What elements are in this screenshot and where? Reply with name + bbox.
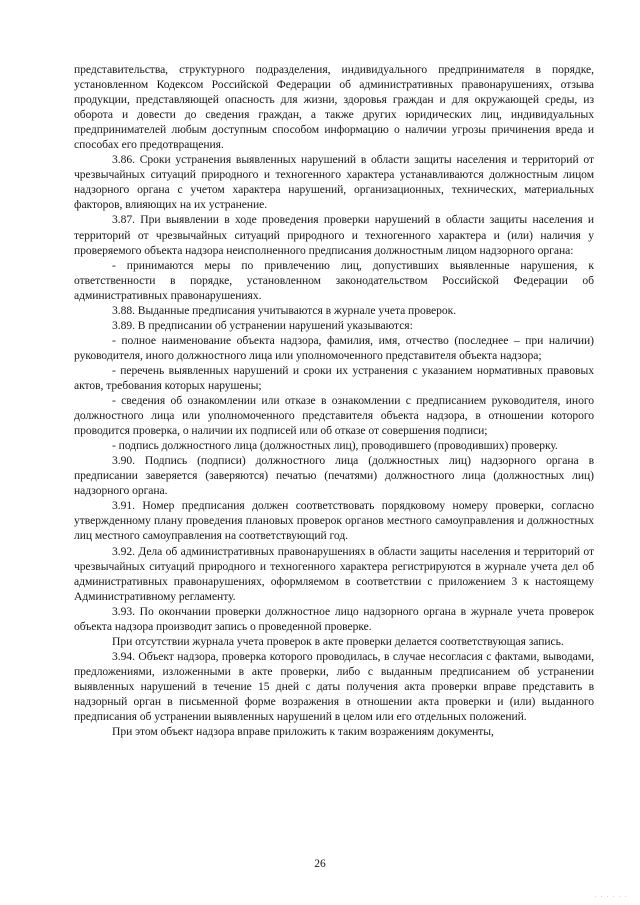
paragraph: 3.91. Номер предписания должен соответствовать порядковому номеру проверки, согласно утвержденному плану проведения плановых проверок органов местного самоуправления и должностных лиц местного самоуправления на соответствующий год. <box>74 499 594 543</box>
paragraph: 3.94. Объект надзора, проверка которого проводилась, в случае несогласия с фактами, выводами, предложениями, изложенными в акте проверки, либо с выданным предписанием об устранении выявленных нарушений в течение 15 дней с даты получения акта проверки вправе представить в надзорный орган в письменной форме возражения в отношении акта проверки и (или) выданного предписания об устранении выявленных нарушений в целом или его отдельных положений. <box>74 649 594 724</box>
paragraph: - сведения об ознакомлении или отказе в ознакомлении с предписанием руководителя, иного должностного лица или уполномоченного представителя объекта надзора, в отношении которого проводится проверка, о наличии их подписей или об отказе от совершения подписи; <box>74 394 594 438</box>
paragraph: 3.93. По окончании проверки должностное лицо надзорного органа в журнале учета проверок объекта надзора производит запись о проведенной проверке. <box>74 604 594 633</box>
document-body <box>74 62 594 739</box>
paragraph: При отсутствии журнала учета проверок в акте проверки делается соответствующая запись. <box>112 634 564 648</box>
paragraph: - принимаются меры по привлечению лиц, допустивших выявленные нарушения, к ответственности в порядке, установленном законодательством Российской Федерации об административных правонарушениях. <box>74 258 594 302</box>
paragraph: - подпись должностного лица (должностных лиц), проводившего (проводивших) проверку. <box>112 439 558 453</box>
paragraph: При этом объект надзора вправе приложить к таким возражениям документы, <box>112 725 494 739</box>
paragraph: 3.87. При выявлении в ходе проведения проверки нарушений в области защиты населения и территорий от чрезвычайных ситуаций природного и техногенного характера и (или) наличия у проверяемого объекта надзора неисполненного предписания должностным лицом надзорного органа: <box>74 213 594 257</box>
paragraph: 3.92. Дела об административных правонарушениях в области защиты населения и территорий от чрезвычайных ситуаций природного и техногенного характера регистрируются в журнале учета дел об административных правонарушениях, оформляемом в соответствии с приложением 3 к настоящему Административному регламенту. <box>74 544 594 603</box>
scan-artifact: · · · · · · <box>594 893 628 901</box>
paragraph: представительства, структурного подразделения, индивидуального предпринимателя в порядке, установленном Кодексом Российской Федерации об административных правонарушениях, отзыва продукции, представляющей опасность для жизни, здоровья граждан и для окружающей среды, из оборота и довести до сведения граждан, а также других юридических лиц, индивидуальных предпринимателей любым доступным способом информацию о наличии угрозы причинения вреда и способах его предотвращения. <box>74 63 594 152</box>
paragraph: 3.88. Выданные предписания учитываются в журнале учета проверок. <box>112 303 457 317</box>
paragraph: 3.89. В предписании об устранении нарушений указываются: <box>112 318 413 332</box>
paragraph: - перечень выявленных нарушений и сроки их устранения с указанием нормативных правовых актов, требования которых нарушены; <box>74 363 594 392</box>
paragraph: 3.90. Подпись (подписи) должностного лица (должностных лиц) надзорного органа в предписании заверяется (заверяются) печатью (печатями) должностного лица (должностных лиц) надзорного органа. <box>74 454 594 498</box>
paragraph: - полное наименование объекта надзора, фамилия, имя, отчество (последнее – при наличии) руководителя, иного должностного лица или уполномоченного представителя объекта надзора; <box>74 333 594 362</box>
paragraph: 3.86. Сроки устранения выявленных нарушений в области защиты населения и территорий от чрезвычайных ситуаций природного и техногенного характера устанавливаются должностным лицом надзорного органа с учетом характера нарушений, организационных, технических, материальных факторов, влияющих на их устранение. <box>74 153 594 212</box>
page-number: 26 <box>314 858 326 870</box>
